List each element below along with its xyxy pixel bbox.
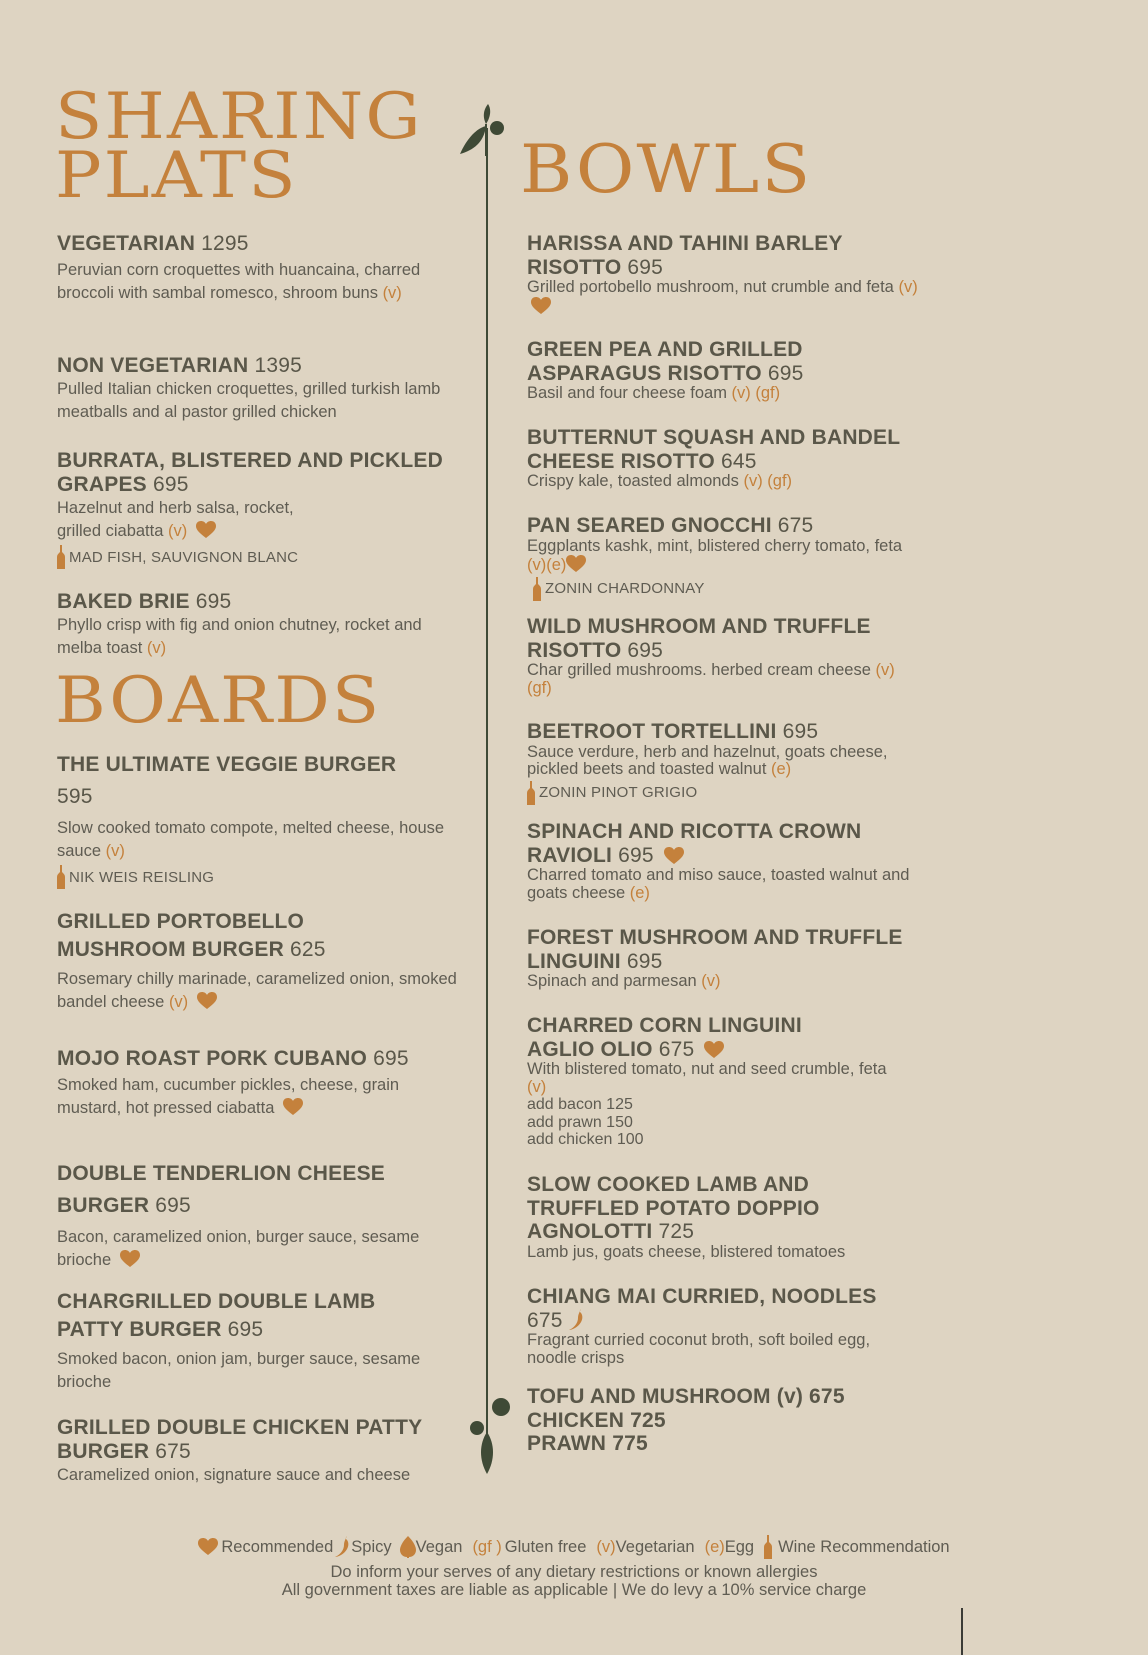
legend-vegetarian: (v) Vegetarian — [596, 1537, 695, 1556]
item-description: Slow cooked tomato compote, melted cheese, house sauce (v) — [57, 819, 445, 860]
item-name: BEETROOT TORTELLINI 695 — [527, 720, 819, 743]
heart-icon — [531, 297, 551, 315]
allergy-note: Do inform your serves of any dietary restrictions or known allergies — [330, 1563, 818, 1581]
leaf-bottom-icon — [466, 1396, 516, 1474]
item-name: MOJO ROAST PORK CUBANO 695 — [57, 1047, 409, 1070]
menu-item — [527, 232, 927, 316]
wine-bottle-icon — [533, 577, 541, 601]
menu-item — [527, 426, 927, 491]
legend-wine: Wine Recommendation — [764, 1535, 950, 1559]
chili-icon — [569, 1309, 585, 1331]
addon-chicken: add chicken 100 — [527, 1131, 644, 1148]
item-name: NON VEGETARIAN 1395 — [57, 354, 302, 377]
menu-item — [527, 1285, 927, 1367]
item-description: Phyllo crisp with fig and onion chutney, rocket and melba toast (v) — [57, 616, 422, 657]
item-description: Eggplants kashk, mint, blistered cherry tomato, feta (v)(e) — [527, 536, 903, 574]
item-description: Char grilled mushrooms. herbed cream cheese (v) (gf) — [527, 661, 895, 697]
heart-icon — [664, 847, 684, 865]
item-name: SLOW COOKED LAMB AND TRUFFLED POTATO DOPPIO AGNOLOTTI 725 — [527, 1173, 820, 1243]
legend — [0, 1535, 1148, 1559]
item-description: Caramelized onion, signature sauce and cheese — [57, 1466, 411, 1484]
item-name: SPINACH AND RICOTTA CROWN RAVIOLI 695 — [527, 820, 862, 867]
menu-item — [527, 1385, 927, 1456]
legend-gluten-free: (gf ) Gluten free — [472, 1537, 587, 1556]
wine-bottle-icon — [764, 1535, 772, 1559]
item-description: Spinach and parmesan (v) — [527, 972, 721, 990]
item-description: Crispy kale, toasted almonds (v) (gf) — [527, 472, 793, 490]
legend-recommended: Recommended — [198, 1538, 333, 1557]
item-description: Pulled Italian chicken croquettes, grilled turkish lamb meatballs and al pastor grilled chicken — [57, 380, 441, 421]
heart-icon — [196, 521, 216, 539]
item-description: Hazelnut and herb salsa, rocket, grilled ciabatta (v) — [57, 499, 294, 540]
item-name: THE ULTIMATE VEGGIE BURGER 595 — [57, 753, 397, 808]
menu-item — [57, 590, 457, 660]
wine-bottle-icon — [527, 781, 535, 805]
menu-item — [527, 1014, 927, 1149]
menu-item — [527, 514, 927, 601]
menu-item — [527, 820, 927, 902]
heart-icon — [566, 555, 586, 573]
item-name: WILD MUSHROOM AND TRUFFLE RISOTTO 695 — [527, 615, 871, 662]
menu-item — [527, 338, 927, 403]
sharing-plats-title: SHARING PLATS — [55, 80, 423, 213]
item-description: With blistered tomato, nut and seed crumble, feta (v) — [527, 1060, 887, 1096]
boards-title: BOARDS — [55, 664, 382, 738]
item-name: VEGETARIAN 1295 — [57, 232, 249, 255]
heart-icon — [704, 1041, 724, 1059]
item-name: CHARRED CORN LINGUINI AGLIO OLIO 675 — [527, 1014, 802, 1061]
item-description: Basil and four cheese foam (v) (gf) — [527, 384, 781, 402]
menu-item — [57, 1158, 457, 1272]
menu-item — [57, 1288, 457, 1394]
item-description: Peruvian corn croquettes with huancaina, charred broccoli with sambal romesco, shroom buns (v) — [57, 261, 421, 302]
menu-item — [57, 354, 457, 424]
item-description: Sauce verdure, herb and hazelnut, goats cheese, pickled beets and toasted walnut (e) — [527, 742, 888, 778]
menu-item — [527, 615, 927, 697]
wine-recommendation: ZONIN CHARDONNAY — [533, 577, 927, 601]
menu-item — [57, 232, 457, 305]
item-name-line: TOFU AND MUSHROOM (v) 675 — [527, 1385, 845, 1408]
heart-icon — [120, 1250, 140, 1268]
menu-item — [57, 1047, 457, 1120]
item-name: GRILLED DOUBLE CHICKEN PATTY BURGER 675 — [57, 1416, 422, 1463]
leaf-icon — [400, 1536, 416, 1558]
item-name: GREEN PEA AND GRILLED ASPARAGUS RISOTTO 695 — [527, 338, 804, 385]
item-name: CHIANG MAI CURRIED, NOODLES 675 — [527, 1285, 877, 1332]
corner-divider — [961, 1608, 963, 1655]
menu-item — [527, 1173, 927, 1261]
legend-vegan: Vegan — [394, 1536, 463, 1558]
item-name: HARISSA AND TAHINI BARLEY RISOTTO 695 — [527, 232, 843, 279]
item-name: FOREST MUSHROOM AND TRUFFLE LINGUINI 695 — [527, 926, 903, 973]
heart-icon — [197, 992, 217, 1010]
wine-bottle-icon — [57, 865, 65, 889]
wine-bottle-icon — [57, 545, 65, 569]
item-name-line: CHICKEN 725 — [527, 1408, 666, 1432]
item-description: Rosemary chilly marinade, caramelized onion, smoked bandel cheese (v) — [57, 970, 457, 1011]
chili-icon — [335, 1536, 351, 1558]
item-description: Bacon, caramelized onion, burger sauce, sesame brioche — [57, 1228, 420, 1269]
menu-item — [57, 449, 457, 569]
item-name: GRILLED PORTOBELLO MUSHROOM BURGER 625 — [57, 910, 326, 961]
wine-recommendation: ZONIN PINOT GRIGIO — [527, 781, 927, 805]
heart-icon — [283, 1098, 303, 1116]
wine-recommendation: NIK WEIS REISLING — [57, 865, 457, 889]
legend-spicy: Spicy — [335, 1536, 391, 1558]
heart-icon — [198, 1538, 218, 1556]
wine-recommendation: MAD FISH, SAUVIGNON BLANC — [57, 545, 457, 569]
item-name: DOUBLE TENDERLION CHEESE BURGER 695 — [57, 1162, 385, 1217]
tax-note: All government taxes are liable as applicable | We do levy a 10% service charge — [281, 1581, 867, 1599]
menu-item — [57, 1416, 457, 1487]
vine-divider — [486, 128, 488, 1438]
item-name: CHARGRILLED DOUBLE LAMB PATTY BURGER 695 — [57, 1290, 376, 1341]
item-description: Charred tomato and miso sauce, toasted walnut and goats cheese (e) — [527, 866, 910, 902]
item-name: BURRATA, BLISTERED AND PICKLED GRAPES 695 — [57, 449, 443, 496]
item-name: BAKED BRIE 695 — [57, 590, 232, 613]
addon-prawn: add prawn 150 — [527, 1113, 633, 1131]
addon-bacon: add bacon 125 — [527, 1096, 633, 1113]
item-description: Lamb jus, goats cheese, blistered tomatoes — [527, 1242, 846, 1261]
bowls-title: BOWLS — [520, 131, 813, 208]
item-description: Smoked ham, cucumber pickles, cheese, grain mustard, hot pressed ciabatta — [57, 1076, 400, 1117]
item-description: Fragrant curried coconut broth, soft boiled egg, noodle crisps — [527, 1331, 871, 1367]
menu-item — [527, 720, 927, 805]
item-name: PAN SEARED GNOCCHI 675 — [527, 514, 814, 537]
menu-item — [57, 753, 457, 889]
item-description: Grilled portobello mushroom, nut crumble and feta (v) — [527, 279, 927, 316]
menu-item — [527, 926, 927, 991]
item-name-line: PRAWN 775 — [527, 1432, 648, 1455]
leaf-top-icon — [458, 104, 508, 156]
legend-egg: (e) Egg — [704, 1537, 755, 1556]
item-description: Smoked bacon, onion jam, burger sauce, sesame brioche — [57, 1350, 421, 1391]
menu-item — [57, 908, 457, 1014]
item-name: BUTTERNUT SQUASH AND BANDEL CHEESE RISOTTO 645 — [527, 426, 900, 473]
